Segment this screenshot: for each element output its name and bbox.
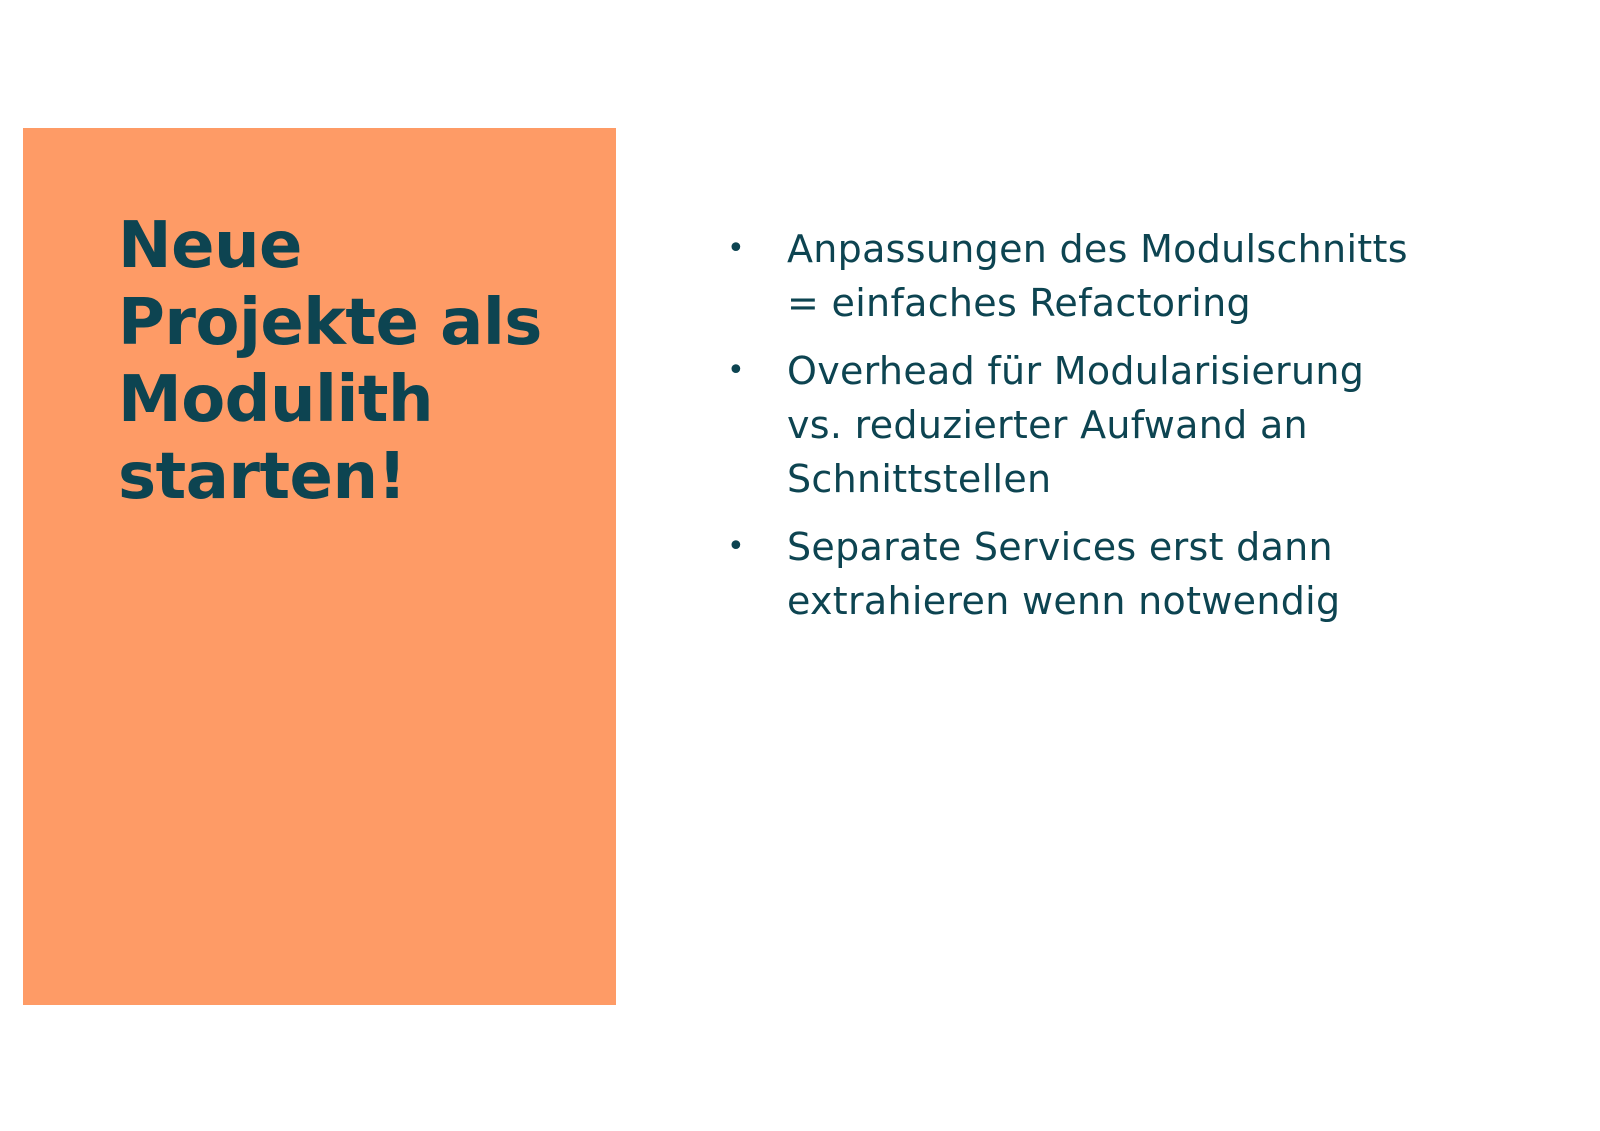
bullet-line: vs. reduzierter Aufwand an — [787, 403, 1308, 447]
bullet-marker: • — [727, 353, 745, 388]
title-panel — [23, 128, 616, 1005]
title-line: Modulith — [118, 363, 434, 437]
bullet-line: Separate Services erst dann — [787, 525, 1333, 569]
bullet-marker: • — [727, 529, 745, 564]
bullet-line: = einfaches Refactoring — [787, 281, 1251, 325]
bullet-line: extrahieren wenn notwendig — [787, 579, 1341, 623]
title-line: starten! — [118, 440, 407, 514]
bullet-item — [725, 520, 1545, 628]
bullet-text — [787, 520, 1545, 628]
title-line: Projekte als — [118, 286, 542, 360]
bullet-item — [725, 344, 1545, 506]
bullet-line: Anpassungen des Modulschnitts — [787, 227, 1408, 271]
slide-title — [118, 208, 588, 516]
title-line: Neue — [118, 209, 302, 283]
bullet-line: Overhead für Modularisierung — [787, 349, 1365, 393]
bullet-list — [725, 222, 1545, 642]
bullet-marker: • — [727, 231, 745, 266]
bullet-text — [787, 344, 1545, 506]
bullet-text — [787, 222, 1545, 330]
bullet-item — [725, 222, 1545, 330]
bullet-line: Schnittstellen — [787, 457, 1052, 501]
